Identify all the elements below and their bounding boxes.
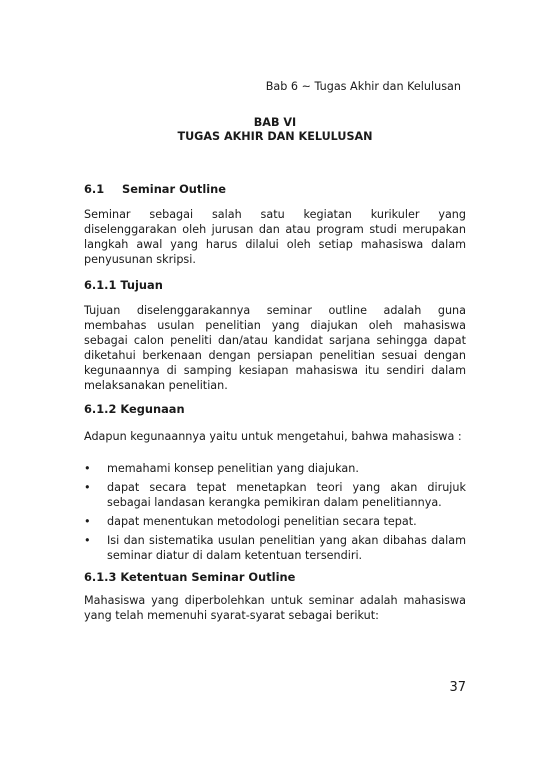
bullet-icon: • — [84, 481, 91, 494]
list-item-text: dapat menentukan metodologi penelitian secara tepat. — [107, 515, 417, 528]
chapter-name: TUGAS AKHIR DAN KELULUSAN — [177, 130, 373, 143]
paragraph-seminar: Seminar sebagai salah satu kegiatan kurikuler yang diselenggarakan oleh jurusan dan atau program studi merupakan langkah awal yang harus dilalui oleh setiap mahasiswa dalam penyusunan skripsi. — [84, 208, 466, 267]
bullet-icon: • — [84, 462, 91, 475]
section-title: Seminar Outline — [122, 182, 226, 196]
list-item — [84, 480, 466, 510]
paragraph-tujuan: Tujuan diselenggarakannya seminar outline adalah guna membahas usulan penelitian yang diajukan oleh mahasiswa sebagai calon peneliti dan/atau kandidat sarjana sehingga dapat diketahui berkenaan dengan persiapan penelitian sesuai dengan kegunaannya di samping kesiapan mahasiswa itu sendiri dalam melaksanakan penelitian. — [84, 304, 466, 393]
heading-ketentuan: 6.1.3 Ketentuan Seminar Outline — [84, 570, 296, 584]
chapter-number: BAB VI — [253, 116, 297, 129]
list-item — [84, 514, 466, 529]
paragraph-kegunaan-intro: Adapun kegunaannya yaitu untuk mengetahui, bahwa mahasiswa : — [84, 430, 462, 444]
running-head: Bab 6 ~ Tugas Akhir dan Kelulusan — [265, 80, 461, 93]
list-item-text: Isi dan sistematika usulan penelitian yang akan dibahas dalam seminar diatur di dalam ketentuan tersendiri. — [107, 534, 466, 562]
list-item — [84, 461, 466, 476]
heading-tujuan: 6.1.1 Tujuan — [84, 278, 163, 292]
list-item-text: dapat secara tepat menetapkan teori yang akan dirujuk sebagai landasan kerangka pemikiran dalam penelitiannya. — [107, 481, 466, 509]
bullet-icon: • — [84, 515, 91, 528]
paragraph-ketentuan: Mahasiswa yang diperbolehkan untuk seminar adalah mahasiswa yang telah memenuhi syarat-syarat sebagai berikut: — [84, 594, 466, 623]
list-item — [84, 533, 466, 563]
kegunaan-list — [84, 461, 466, 567]
bullet-icon: • — [84, 534, 91, 547]
page-number: 37 — [449, 680, 466, 695]
section-heading-6-1 — [84, 182, 226, 196]
section-number: 6.1 — [84, 182, 105, 196]
chapter-title — [84, 116, 466, 144]
heading-kegunaan: 6.1.2 Kegunaan — [84, 402, 185, 416]
list-item-text: memahami konsep penelitian yang diajukan. — [107, 462, 359, 475]
